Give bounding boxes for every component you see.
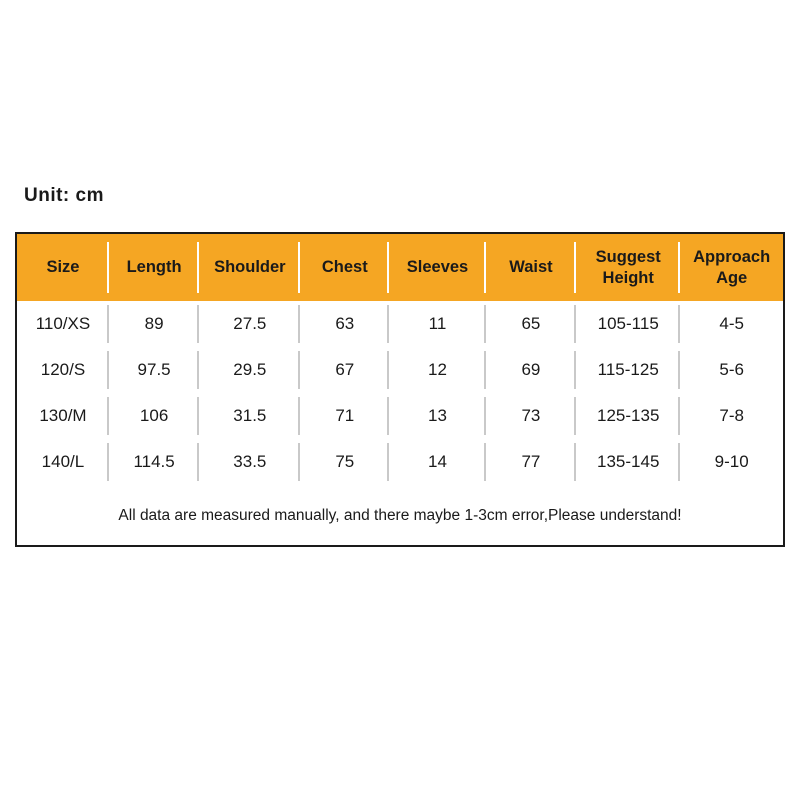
cell-size-value: 120/S [40,360,86,380]
column-header-waist [486,234,576,301]
cell-waist-value: 73 [521,406,541,426]
cell-suggest-height-value: 105-115 [597,314,659,334]
cell-suggest-height [576,439,680,485]
column-header-approach-age-line2: Age [716,268,748,287]
cell-approach-age [680,439,783,485]
cell-suggest-height [576,347,680,393]
table-note-row [17,485,783,545]
cell-size-value: 130/M [39,406,87,426]
cell-size [17,301,109,347]
cell-suggest-height-value: 125-135 [597,406,660,426]
cell-waist-value: 77 [521,452,541,472]
cell-waist-value: 69 [521,360,541,380]
cell-shoulder [199,347,300,393]
cell-size-value: 140/L [41,452,85,472]
cell-length-value: 89 [144,314,164,334]
cell-chest [300,393,389,439]
cell-sleeves-value: 12 [428,360,447,380]
measurement-note-cell [17,485,783,545]
column-header-suggest-height-line1: Suggest [595,248,661,266]
cell-length [109,347,199,393]
column-header-approach-age-line1: Approach [693,248,771,266]
cell-approach-age-value: 9-10 [714,452,749,472]
cell-sleeves [389,439,486,485]
cell-waist [486,301,576,347]
cell-waist [486,393,576,439]
column-header-length-label: Length [126,258,182,277]
column-header-chest [300,234,389,301]
cell-shoulder-value: 31.5 [233,406,267,426]
column-header-sleeves [389,234,486,301]
cell-length [109,393,199,439]
cell-suggest-height [576,301,680,347]
cell-length [109,439,199,485]
column-header-sleeves-label: Sleeves [406,258,469,277]
cell-size [17,439,109,485]
cell-chest [300,439,389,485]
measurement-note: All data are measured manually, and there maybe 1-3cm error,Please understand! [118,507,682,525]
table-row [17,439,783,485]
column-header-size-label: Size [46,258,80,277]
table-row [17,393,783,439]
cell-chest [300,347,389,393]
cell-sleeves [389,301,486,347]
cell-approach-age [680,301,783,347]
column-header-waist-label: Waist [509,258,553,277]
cell-chest [300,301,389,347]
cell-chest-value: 71 [335,406,355,426]
size-chart-table [17,234,783,545]
cell-approach-age [680,393,783,439]
cell-sleeves-value: 14 [428,452,447,472]
column-header-shoulder-label: Shoulder [214,258,286,277]
column-header-size [17,234,109,301]
cell-suggest-height [576,393,680,439]
column-header-approach-age [680,234,783,301]
cell-length-value: 97.5 [137,360,171,380]
table-row [17,301,783,347]
cell-chest-value: 63 [335,314,355,334]
cell-sleeves-value: 11 [428,314,447,334]
cell-length-value: 106 [139,406,169,426]
cell-chest-value: 67 [335,360,355,380]
cell-sleeves-value: 13 [428,406,447,426]
unit-label: Unit: cm [24,185,104,206]
cell-chest-value: 75 [335,452,355,472]
table-body [17,301,783,545]
cell-waist-value: 65 [521,314,541,334]
table-header [17,234,783,301]
cell-size [17,393,109,439]
cell-shoulder-value: 33.5 [233,452,267,472]
cell-sleeves [389,347,486,393]
cell-approach-age-value: 4-5 [719,314,744,334]
cell-size-value: 110/XS [35,314,91,334]
cell-shoulder-value: 27.5 [233,314,267,334]
cell-suggest-height-value: 135-145 [597,452,660,472]
cell-suggest-height-value: 115-125 [597,360,659,380]
cell-length-value: 114.5 [133,452,175,472]
cell-length [109,301,199,347]
column-header-chest-label: Chest [321,258,368,277]
cell-sleeves [389,393,486,439]
column-header-shoulder [199,234,300,301]
cell-shoulder [199,301,300,347]
cell-approach-age-value: 5-6 [719,360,744,380]
table-row [17,347,783,393]
column-header-suggest-height [576,234,680,301]
cell-approach-age [680,347,783,393]
table-header-row [17,234,783,301]
column-header-length [109,234,199,301]
cell-waist [486,439,576,485]
size-chart-table-container [15,232,785,547]
cell-approach-age-value: 7-8 [719,406,744,426]
cell-waist [486,347,576,393]
cell-shoulder [199,439,300,485]
column-header-suggest-height-line2: Height [602,268,654,287]
cell-size [17,347,109,393]
cell-shoulder-value: 29.5 [233,360,267,380]
cell-shoulder [199,393,300,439]
